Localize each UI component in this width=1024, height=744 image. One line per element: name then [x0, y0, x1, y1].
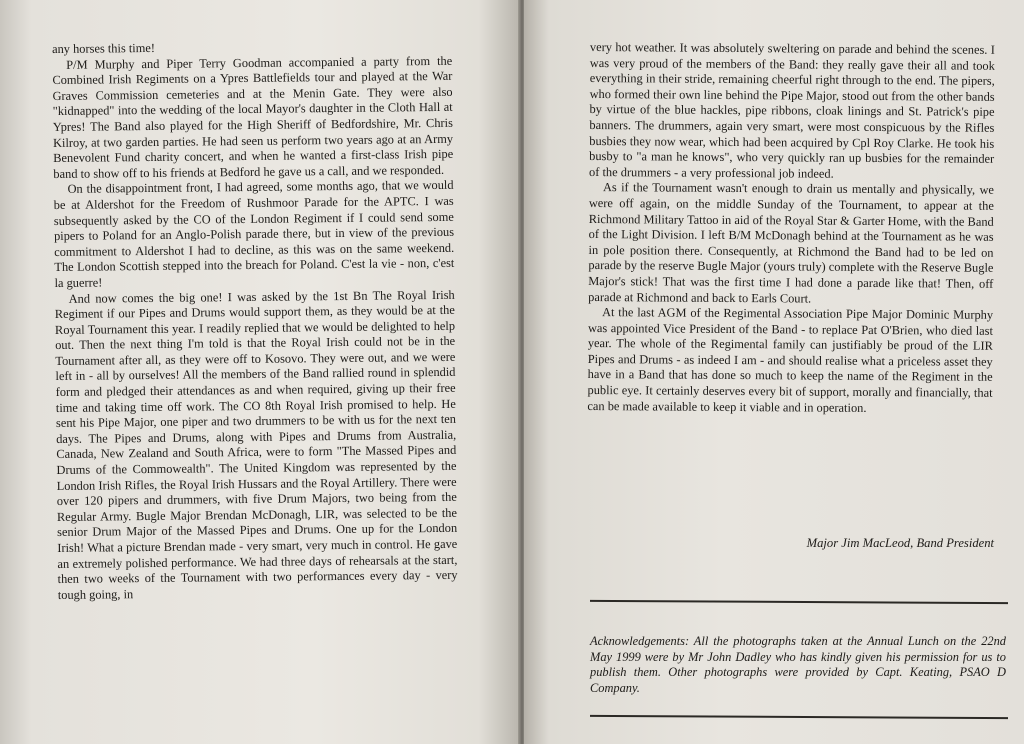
right-page-text: [587, 40, 995, 417]
paragraph: very hot weather. It was absolutely sweltering on parade and behind the scenes. I was very proud of the members of the Band: they really gave their all and took everything in their stride, remaining cheerful right through to the end. The pipers, who formed their own line behind the Pipe Major, stood out from the other bands by virtue of the blue hackles, pipe ribbons, cloak linings and St. Patrick's pipe banners. The drummers, again very smart, were most conspicuous by the Rifles busbies they now wear, which had been acquired by Cpl Roy Clarke. He took his busby to "a man he knows", who very quickly ran up busbies for the remainder of the drummers - a very professional job indeed.: [589, 40, 995, 181]
left-page-text: [52, 38, 458, 604]
paragraph: On the disappointment front, I had agreed, some months ago, that we would be at Aldershot for the Freedom of Rushmoor Parade for the APTC. I was subsequently asked by the CO of the London Regiment if I could send some pipers to Poland for an Anglo-Polish parade there, but in view of the previous commitment to Aldershot I had to decline, as this was on the same weekend. The London Scottish stepped into the breach for Poland. C'est la vie - non, c'est la guerre!: [53, 178, 455, 290]
divider: [590, 715, 1008, 719]
paragraph: And now comes the big one! I was asked by the 1st Bn The Royal Irish Regiment if our Pipes and Drums would support them, as they would be at the Royal Tournament this year. I readily replied that we would be delighted to help out. Then the next thing I'm told is that the Royal Irish could not be in the Tournament after all, as they were off to Kosovo. They were out, and we were left in - all by ourselves! All the members of the Band rallied round in splendid form and pledged their attendances as and when required, giving up their free time and taking time off work. The CO 8th Royal Irish promised to help. He sent his Pipe Major, one piper and two drummers to be with us for the next ten days. The Pipes and Drums, along with Pipes and Drums from Australia, Canada, New Zealand and South Africa, were to form "The Massed Pipes and Drums of the Commowealth". The United Kingdom was represented by the London Irish Rifles, the Royal Irish Hussars and the Royal Artillery. There were over 120 pipers and drummers, with five Drum Majors, two being from the Regular Army. Bugle Major Brendan McDonagh, LIR, was selected to be the senior Drum Major of the Massed Pipes and Drums. One up for the London Irish! What a picture Brendan made - very smart, very much in control. He gave an extremely polished performance. We had three days of rehearsals at the start, then two weeks of the Tournament with two performances every day - very tough going, in: [54, 287, 458, 602]
divider: [590, 600, 1008, 604]
paragraph: any horses this time!: [52, 40, 156, 56]
right-page: [524, 0, 1024, 744]
signature: Major Jim MacLeod, Band President: [806, 536, 994, 550]
paragraph: At the last AGM of the Regimental Association Pipe Major Dominic Murphy was appointed Vice President of the Band - to replace Pat O'Brien, who died last year. The whole of the Regimental family can justifiably be proud of the LIR Pipes and Drums - as indeed I am - and should realise what a priceless asset they have in a Band that has done so much to keep the name of the Regiment in the public eye. It certainly deserves every bit of support, morally and financially, that can be made available to keep it viable and in operation.: [587, 305, 994, 415]
paragraph: P/M Murphy and Piper Terry Goodman accompanied a party from the Combined Irish Regiments on a Ypres Battlefields tour and played at the War Graves Commission cemeteries and at the Menin Gate. They were also "kidnapped" into the wedding of the local Mayor's daughter in the Cloth Hall at Ypres! The Band also played for the High Sheriff of Bedfordshire, Mr. Chris Kilroy, at two garden parties. He had seen us perform two years ago at an Army Benevolent Fund charity concert, and when he wanted a first-class Irish pipe band to show off to his friends at Bedford he gave us a call, and we responded.: [52, 53, 454, 181]
paragraph: As if the Tournament wasn't enough to drain us mentally and physically, we were off again, on the middle Sunday of the Tournament, to appear at the Richmond Military Tattoo in aid of the Royal Star & Garter Home, with the Band of the Light Division. I left B/M McDonagh behind at the Tournament as he was in pole position there. Consequently, at Richmond the Band had to be led on parade by the reserve Bugle Major (yours truly) complete with the Reserve Bugle Major's stick! That was the first time I had done a parade like that! Then, off parade at Richmond and back to Earls Court.: [588, 180, 995, 306]
acknowledgements-note: Acknowledgements: All the photographs taken at the Annual Lunch on the 22nd May 1999 were by Mr John Dadley who has kindly given his permission for us to publish them. Other photographs were provided by Capt. Keating, PSAO D Company.: [590, 634, 1006, 695]
